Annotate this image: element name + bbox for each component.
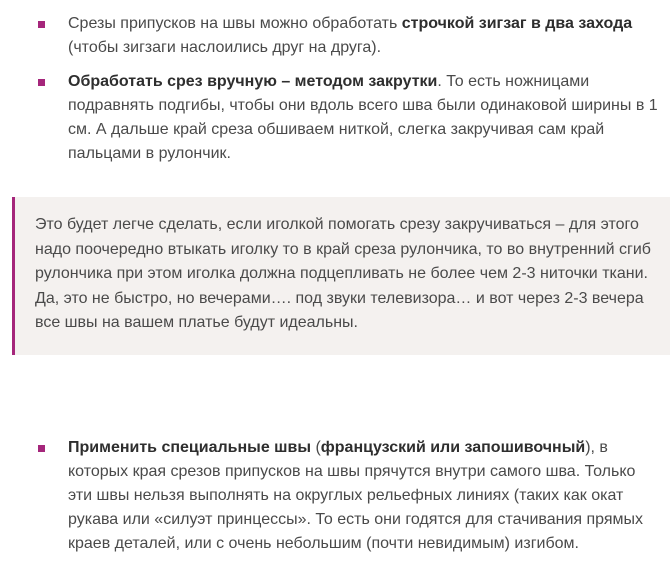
- item-bold-text: французский или запошивочный: [320, 439, 586, 456]
- bullet-marker: [38, 21, 45, 28]
- list-item: [38, 436, 660, 556]
- item-text: . То есть ножницами подравнять подгибы, чтобы они вдоль всего шва были одинаковой ширины в 1 см. А дальше край среза обшиваем ниткой, слегка закручивая сам край пальцами в рулончик.: [68, 73, 658, 162]
- list-item: [38, 70, 660, 166]
- item-text: (: [311, 439, 321, 456]
- bullet-marker: [38, 79, 45, 86]
- item-bold-text: Обработать срез вручную – методом закрутки: [68, 73, 438, 90]
- list-item-text: [68, 12, 660, 60]
- item-text: Срезы припусков на швы можно обработать: [68, 15, 402, 32]
- item-text: ), в которых края срезов припусков на швы прячутся внутри самого шва. Только эти швы нельзя выполнять на округлых рельефных линиях (таких как окат рукава или «силуэт принцессы». То есть они годятся для стачивания прямых краев деталей, или с очень небольшим (почти невидимым) изгибом.: [68, 439, 644, 552]
- item-text: (чтобы зигзаги наслоились друг на друга).: [68, 39, 382, 56]
- bullet-marker: [38, 445, 45, 452]
- list-item: [38, 12, 660, 60]
- list-item-text: [68, 436, 660, 556]
- item-bold-text: Применить специальные швы: [68, 439, 311, 456]
- quote-text: Это будет легче сделать, если иголкой помогать срезу закручиваться – для этого надо поочередно втыкать иголку то в край среза рулончика, то во внутренний сгиб рулончика при этом иголка должна подцепливать не более чем 2-3 ниточки ткани. Да, это не быстро, но вечерами…. под звуки телевизора… и вот через 2-3 вечера все швы на вашем платье будут идеальны.: [35, 216, 651, 331]
- list-item-text: [68, 70, 660, 166]
- quote-block: [12, 197, 670, 355]
- item-bold-text: строчкой зигзаг в два захода: [401, 15, 633, 32]
